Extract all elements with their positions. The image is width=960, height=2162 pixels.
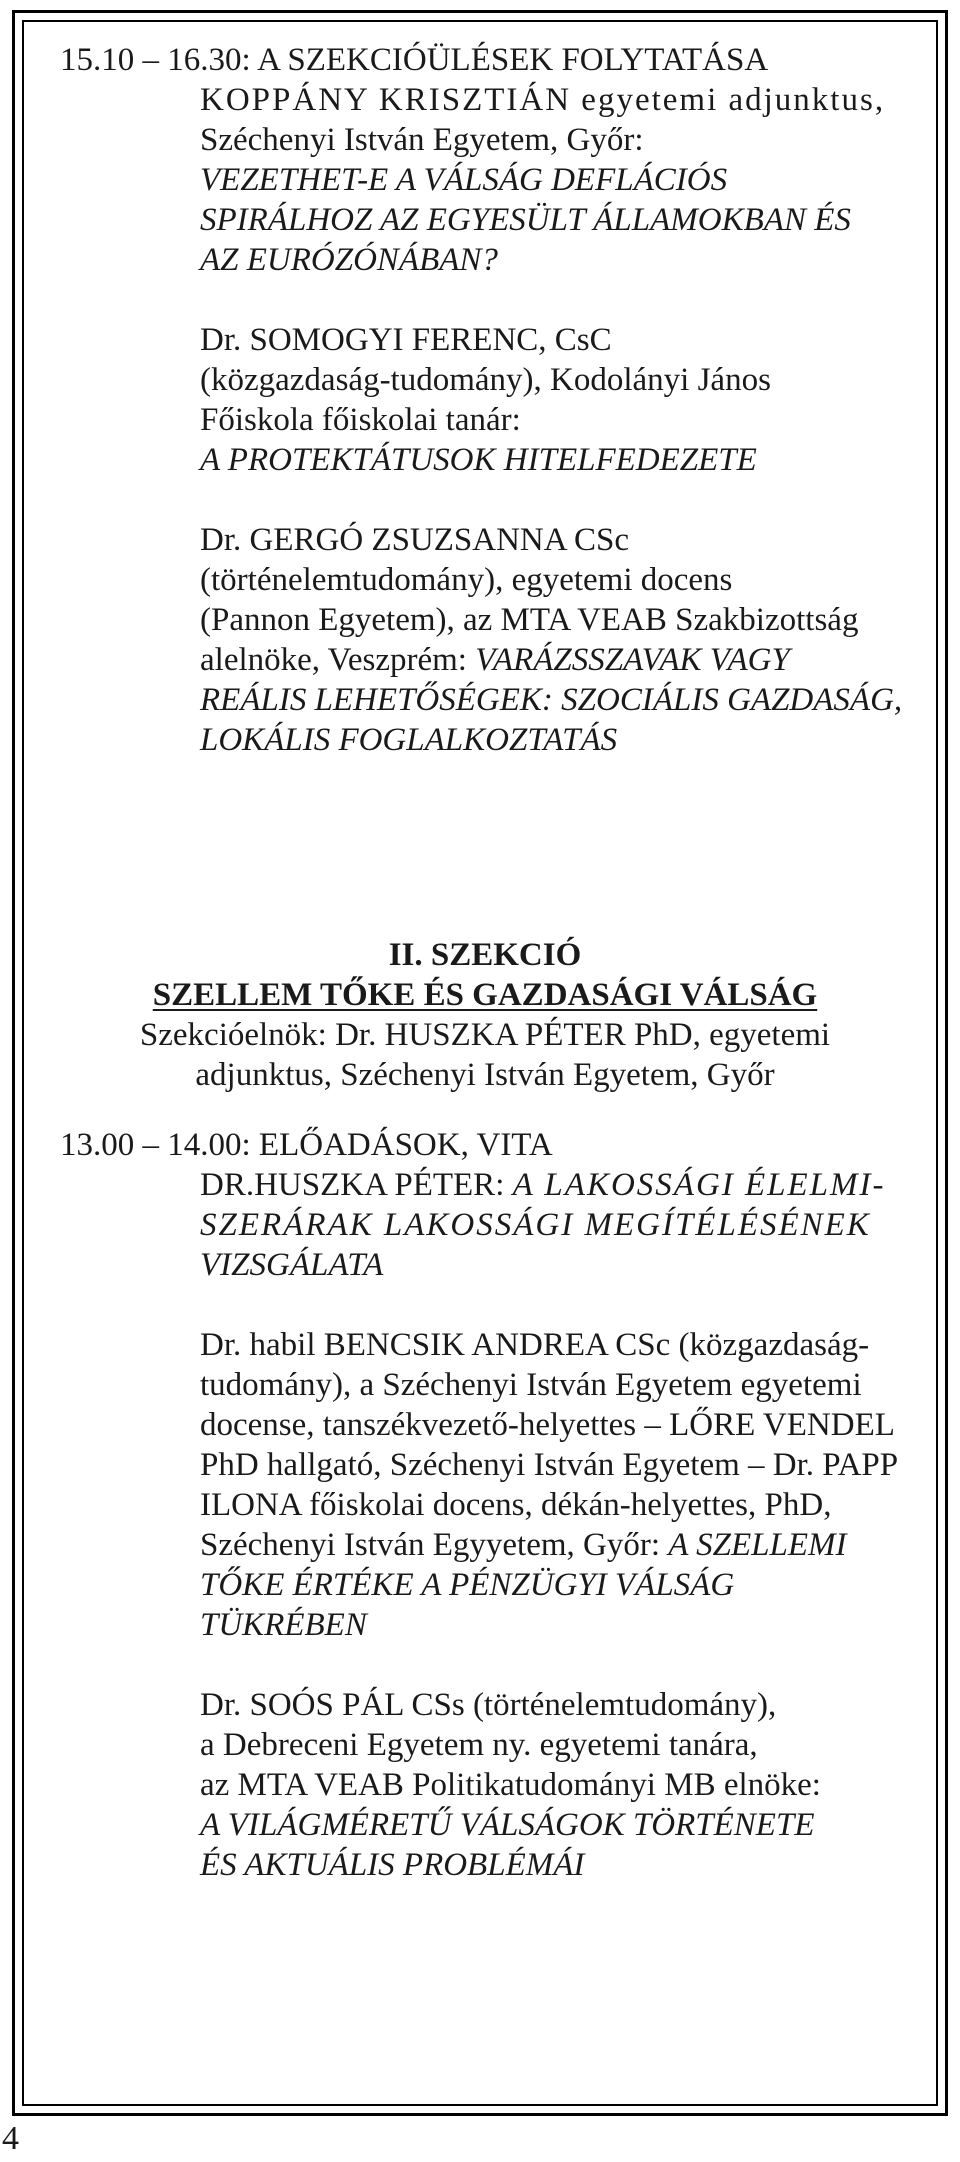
talk-title-line: SZERÁRAK LAKOSSÁGI MEGÍTÉLÉSÉNEK — [200, 1207, 871, 1243]
schedule-time: 13.00 – 14.00: — [60, 1127, 251, 1163]
speaker-line: Dr. SOMOGYI FERENC, CsC — [200, 322, 612, 358]
schedule-heading — [60, 1125, 910, 1165]
talk-title-line: SPIRÁLHOZ AZ EGYESÜLT ÁLLAMOKBAN ÉS — [200, 202, 851, 238]
section-chair: adjunktus, Széchenyi István Egyetem, Győr — [195, 1057, 775, 1093]
talk-title-line: A SZELLEMI — [668, 1527, 847, 1563]
talk-title: A PROTEKTÁTUSOK HITELFEDEZETE — [200, 442, 757, 478]
speaker-line: az MTA VEAB Politikatudományi MB elnöke: — [200, 1767, 821, 1803]
speaker-line: (közgazdaság-tudomány), Kodolányi János — [200, 362, 771, 398]
talk-title-line: A LAKOSSÁGI ÉLELMI- — [512, 1167, 886, 1203]
talk-title-line: TÜKRÉBEN — [200, 1607, 367, 1643]
speaker-line: a Debreceni Egyetem ny. egyetemi tanára, — [200, 1727, 758, 1763]
session-title: A SZEKCIÓÜLÉSEK FOLYTATÁSA — [257, 42, 769, 78]
session-time: 15.10 – 16.30: — [60, 42, 251, 78]
talk-title-line: A VILÁGMÉRETŰ VÁLSÁGOK TÖRTÉNETE — [200, 1807, 815, 1843]
speaker-line: PhD hallgató, Széchenyi István Egyetem – Dr. PAPP — [200, 1447, 899, 1483]
speaker-line — [200, 640, 910, 680]
speaker-line: KOPPÁNY KRISZTIÁN egyetemi adjunktus, — [200, 82, 886, 118]
talk-title-line: ÉS AKTUÁLIS PROBLÉMÁI — [200, 1847, 585, 1883]
speaker-line: (történelemtudomány), egyetemi docens — [200, 562, 733, 598]
speaker-affiliation: Széchenyi István Egyyetem, Győr: — [200, 1527, 661, 1563]
talk-title-line: TŐKE ÉRTÉKE A PÉNZÜGYI VÁLSÁG — [200, 1567, 735, 1603]
page-number: 4 — [2, 2120, 19, 2157]
speaker-line: Dr. SOÓS PÁL CSs (történelemtudomány), — [200, 1687, 777, 1723]
talk-title-line: LOKÁLIS FOGLALKOZTATÁS — [200, 722, 618, 758]
speaker-affiliation: alelnöke, Veszprém: — [200, 642, 467, 678]
speaker-line: ILONA főiskolai docens, dékán-helyettes, PhD, — [200, 1487, 832, 1523]
schedule-title: ELŐADÁSOK, VITA — [258, 1127, 553, 1163]
program-content — [60, 40, 910, 1885]
speaker-line: Főiskola főiskolai tanár: — [200, 402, 521, 438]
talk-title-line: VARÁZSSZAVAK VAGY — [475, 642, 790, 678]
speaker-line — [200, 1525, 910, 1565]
talk-title-line: VEZETHET-E A VÁLSÁG DEFLÁCIÓS — [200, 162, 728, 198]
speaker-line: DR.HUSZKA PÉTER: — [200, 1167, 505, 1203]
talk-huszka — [200, 1165, 910, 1205]
section-number: II. SZEKCIÓ — [388, 937, 582, 973]
session-continue-heading — [60, 40, 910, 80]
speaker-line: Dr. habil BENCSIK ANDREA CSc (közgazdaság- — [200, 1327, 870, 1363]
section-heading — [60, 935, 910, 1095]
section-name: SZELLEM TŐKE ÉS GAZDASÁGI VÁLSÁG — [152, 977, 818, 1013]
speaker-line: (Pannon Egyetem), az MTA VEAB Szakbizottság — [200, 602, 859, 638]
section2-talks — [60, 1165, 910, 1885]
talk-title-line: AZ EURÓZÓNÁBAN? — [200, 242, 498, 278]
speaker-affiliation: Széchenyi István Egyetem, Győr: — [200, 122, 644, 158]
speaker-line: docense, tanszékvezető-helyettes – LŐRE VENDEL — [200, 1407, 895, 1443]
talk-koppany — [60, 80, 910, 760]
talk-title-line: REÁLIS LEHETŐSÉGEK: SZOCIÁLIS GAZDASÁG, — [200, 682, 903, 718]
section-chair: Szekcióelnök: Dr. HUSZKA PÉTER PhD, egyetemi — [139, 1017, 831, 1053]
speaker-line: Dr. GERGÓ ZSUZSANNA CSc — [200, 522, 630, 558]
talk-title-line: VIZSGÁLATA — [200, 1247, 384, 1283]
speaker-line: tudomány), a Széchenyi István Egyetem egyetemi — [200, 1367, 862, 1403]
